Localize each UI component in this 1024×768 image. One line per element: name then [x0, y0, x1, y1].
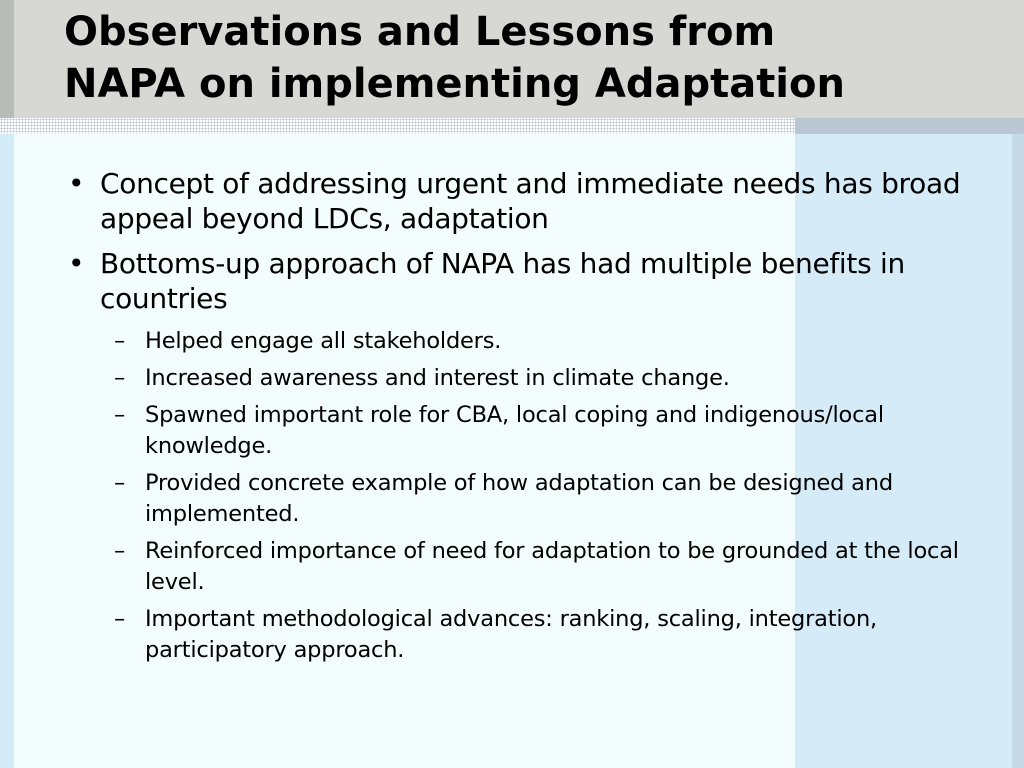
separator-right-block [795, 118, 1024, 134]
header-left-edge [0, 0, 14, 118]
sub-bullet-item [64, 604, 984, 666]
sub-bullet-text: Spawned important role for CBA, local coping and indigenous/local knowledge. [145, 402, 884, 459]
sub-bullet-marker: – [114, 538, 126, 564]
bullet-text: Bottoms-up approach of NAPA has had multiple benefits in countries [100, 247, 905, 315]
title-line-2: NAPA on implementing Adaptation [64, 61, 845, 107]
bullet-list [64, 166, 984, 316]
sub-bullet-list [64, 326, 984, 666]
bullet-text: Concept of addressing urgent and immediate needs has broad appeal beyond LDCs, adaptation [100, 167, 961, 235]
sub-bullet-marker: – [114, 328, 126, 354]
sub-bullet-item [64, 468, 984, 530]
sub-bullet-marker: – [114, 365, 126, 391]
bullet-item [64, 166, 984, 236]
slide-content [64, 166, 984, 672]
sub-bullet-marker: – [114, 470, 126, 496]
sub-bullet-marker: – [114, 606, 126, 632]
sub-bullet-text: Important methodological advances: ranking, scaling, integration, participatory approach. [145, 606, 877, 663]
body-left-strip [0, 134, 14, 768]
sub-bullet-item [64, 326, 984, 357]
body-far-right-strip [1012, 134, 1024, 768]
sub-bullet-text: Provided concrete example of how adaptation can be designed and implemented. [145, 470, 893, 527]
sub-bullet-item [64, 400, 984, 462]
sub-bullet-marker: – [114, 402, 126, 428]
bullet-marker: • [68, 247, 85, 280]
sub-bullet-item [64, 536, 984, 598]
sub-bullet-text: Helped engage all stakeholders. [145, 328, 502, 354]
bullet-item [64, 246, 984, 316]
sub-bullet-text: Increased awareness and interest in climate change. [145, 365, 730, 391]
sub-bullet-item [64, 363, 984, 394]
bullet-marker: • [68, 167, 85, 200]
slide-title [64, 6, 994, 110]
sub-bullet-text: Reinforced importance of need for adaptation to be grounded at the local level. [145, 538, 959, 595]
title-line-1: Observations and Lessons from [64, 9, 776, 55]
